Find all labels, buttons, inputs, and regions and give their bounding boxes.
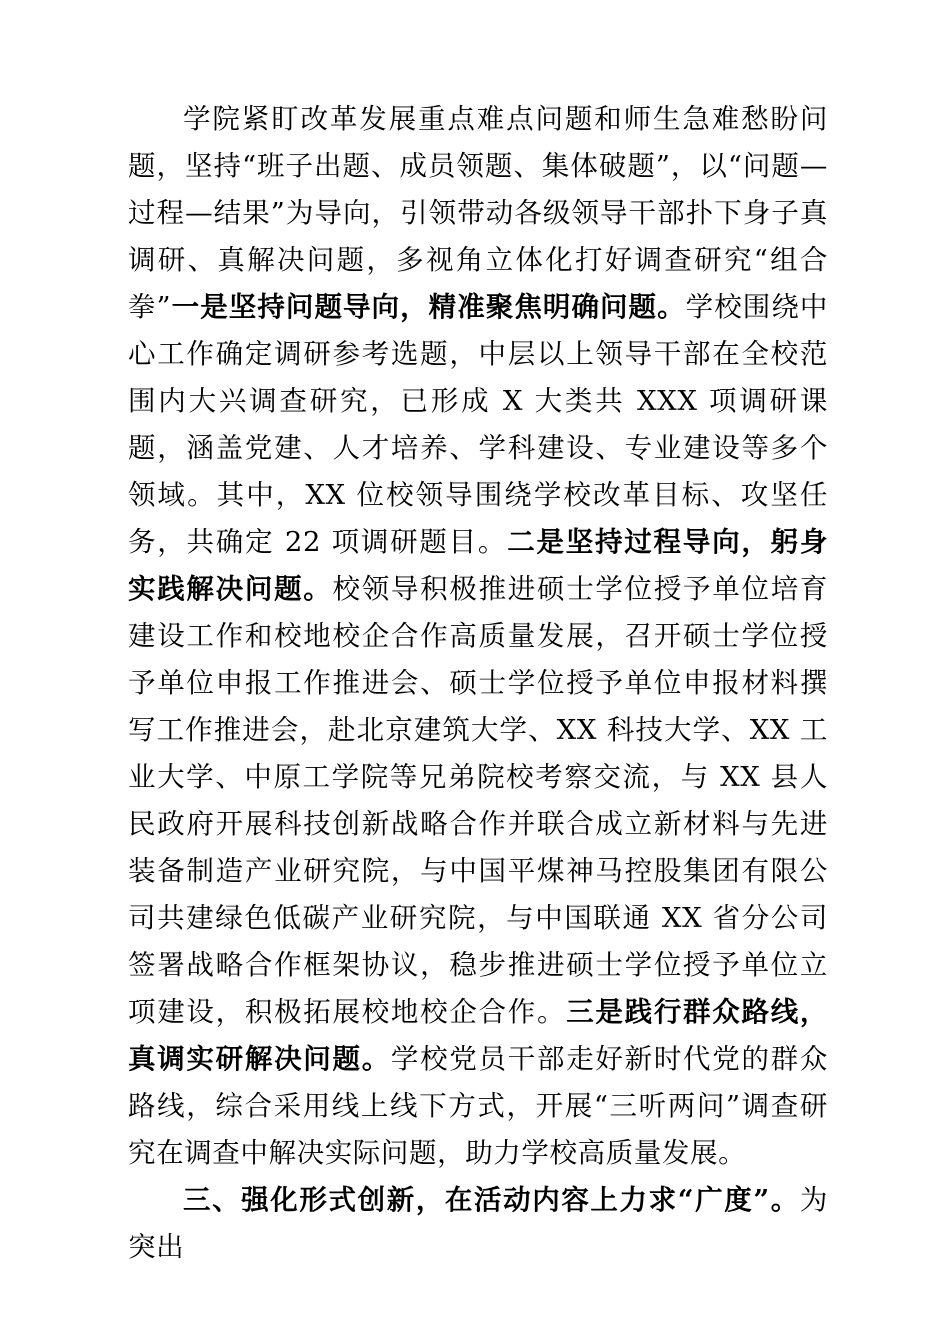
paragraph-2 xyxy=(128,1177,828,1271)
run-bold-heading-3: 三是践行群众路线，真调实研解决问题。 xyxy=(128,996,829,1075)
run-plain-4: 学校党员干部走好新时代党的群众路线，综合采用线上线下方式，开展“三听两问”调查研究在调查中解决实际问题，助力学校高质量发展。 xyxy=(128,1043,828,1169)
run-plain-3: 校领导积极推进硕士学位授予单位培育建设工作和校地校企合作高质量发展，召开硕士学位授予单位申报工作推进会、硕士学位授予单位申报材料撰写工作推进会，赴北京建筑大学、XX 科技大学、XX 工业大学、中原工学院等兄弟院校考察交流，与 XX 县人民政府开展科技创新战略合作并联合成立新材料与先进装备制造产业研究院，与中国平煤神马控股集团有限公司共建绿色低碳产业研究院，与中国联通 XX 省分公司签署战略合作框架协议，稳步推进硕士学位授予单位立项建设，积极拓展校地校企合作。 xyxy=(128,573,829,1028)
run-bold-heading-2: 二是坚持过程导向，躬身实践解决问题。 xyxy=(128,526,828,605)
run-plain-5: 为突出 xyxy=(128,1184,828,1263)
run-plain-2: 学校围绕中心工作确定调研参考选题，中层以上领导干部在全校范围内大兴调查研究，已形成 X 大类共 XXX 项调研课题，涵盖党建、人才培养、学科建设、专业建设等多个领域。其中，XX 位校领导围绕学校改革目标、攻坚任务，共确定 22 项调研题目。 xyxy=(128,291,828,558)
document-text-body xyxy=(128,96,828,1271)
run-bold-heading-1: 一是坚持问题导向，精准聚焦明确问题。 xyxy=(171,291,686,323)
run-bold-section-heading-3: 三、强化形式创新，在活动内容上力求“广度”。 xyxy=(183,1184,800,1216)
run-plain-1: 学院紧盯改革发展重点难点问题和师生急难愁盼问题，坚持“班子出题、成员领题、集体破题”，以“问题—过程—结果”为导向，引领带动各级领导干部扑下身子真调研、真解决问题，多视角立体化打好调查研究“组合拳” xyxy=(128,103,828,323)
paragraph-1 xyxy=(128,96,828,1177)
